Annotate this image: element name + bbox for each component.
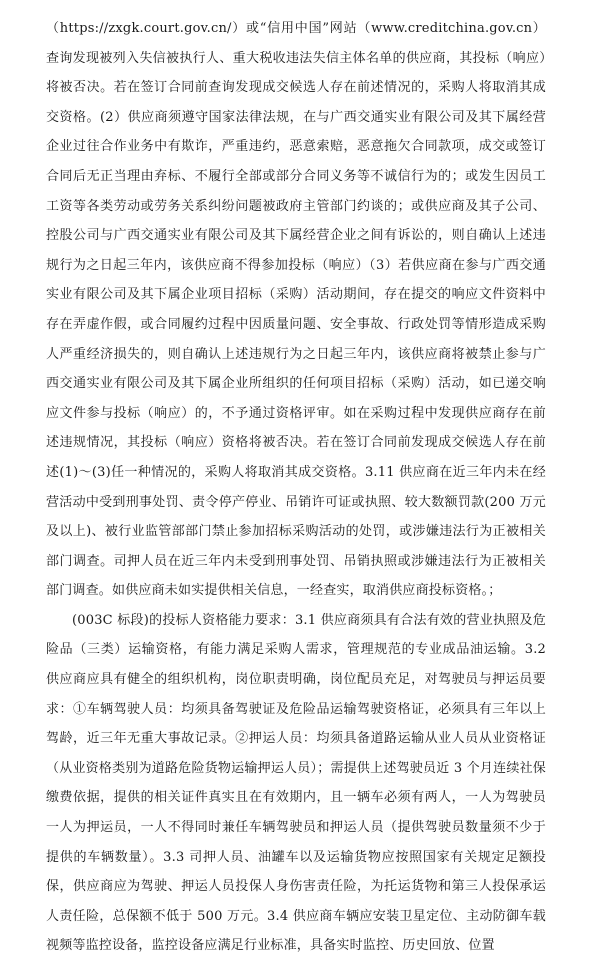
paragraph-003c-qualifications: (003C 标段)的投标人资格能力要求：3.1 供应商须具有合法有效的营业执照及危险品（三类）运输资格，有能力满足采购人需求，管理规范的专业成品油运输。3.2 供应商应具有健全的组织机构，岗位职责明确，岗位配员充足，对驾驶员与押运员要求：①车辆驾驶人员：均须具备驾驶证及危险品运输驾驶资格证，必须具有三年以上驾龄，近三年无重大事故记录。②押运人员：均须具备道路运输从业人员从业资格证（从业资格类别为道路危险货物运输押运人员）；需提供上述驾驶员近 3 个月连续社保缴费依据，提供的相关证件真实且在有效期内，且一辆车必须有两人，一人为驾驶员一人为押运员，一人不得同时兼任车辆驾驶员和押运人员（提供驾驶员数量须不少于提供的车辆数量）。3.3 司押人员、油罐车以及运输货物应按照国家有关规定足额投保，供应商应为驾驶、押运人员投保人身伤害责任险，为托运货物和第三人投保承运人责任险，总保额不低于 500 万元。3.4 供应商车辆应安装卫星定位、主动防御车载视频等监控设备，监控设备应满足行业标准，具备实时监控、历史回放、位置 [46,612,546,954]
paragraph-supplier-integrity: （https://zxgk.court.gov.cn/）或“信用中国”网站（www.creditchina.gov.cn）查询发现被列入失信被执行人、重大税收违法失信主体名单的供应商，其投标（响应）将被否决。若在签订合同前查询发现成交候选人存在前述情况的，采购人将取消其成交资格。(2）供应商须遵守国家法律法规，在与广西交通实业有限公司及其下属经营企业过往合作业务中有欺诈，严重违约，恶意索赔，恶意拖欠合同款项，成交或签订合同后无正当理由弃标、不履行全部或部分合同义务等不诚信行为的；或发生因员工工资等各类劳动或劳务关系纠纷问题被政府主管部门约谈的；或供应商及其子公司、控股公司与广西交通实业有限公司及其下属经营企业之间有诉讼的，则自确认上述违规行为之日起三年内，该供应商不得参加投标（响应）（3）若供应商在参与广西交通实业有限公司及其下属企业项目招标（采购）活动期间，存在提交的响应文件资料中存在弄虚作假，或合同履约过程中因质量问题、安全事故、行政处罚等情形造成采购人严重经济损失的，则自确认上述违规行为之日起三年内，该供应商将被禁止参与广西交通实业有限公司及其下属企业所组织的任何项目招标（采购）活动，如已递交响应文件参与投标（响应）的，不予通过资格评审。如在采购过程中发现供应商存在前述违规情况，其投标（响应）资格将被否决。若在签订合同前发现成交候选人存在前述(1)～(3)任一种情况的，采购人将取消其成交资格。3.11 供应商在近三年内未在经营活动中受到刑事处罚、责令停产停业、吊销许可证或执照、较大数额罚款(200 万元及以上)、被行业监管部部门禁止参加招标采购活动的处罚，或涉嫌违法行为正被相关部门调查。司押人员在近三年内未受到刑事处罚、吊销执照或涉嫌违法行为正被相关部门调查。如供应商未如实提供相关信息，一经查实，取消供应商投标资格。； [46,21,546,599]
